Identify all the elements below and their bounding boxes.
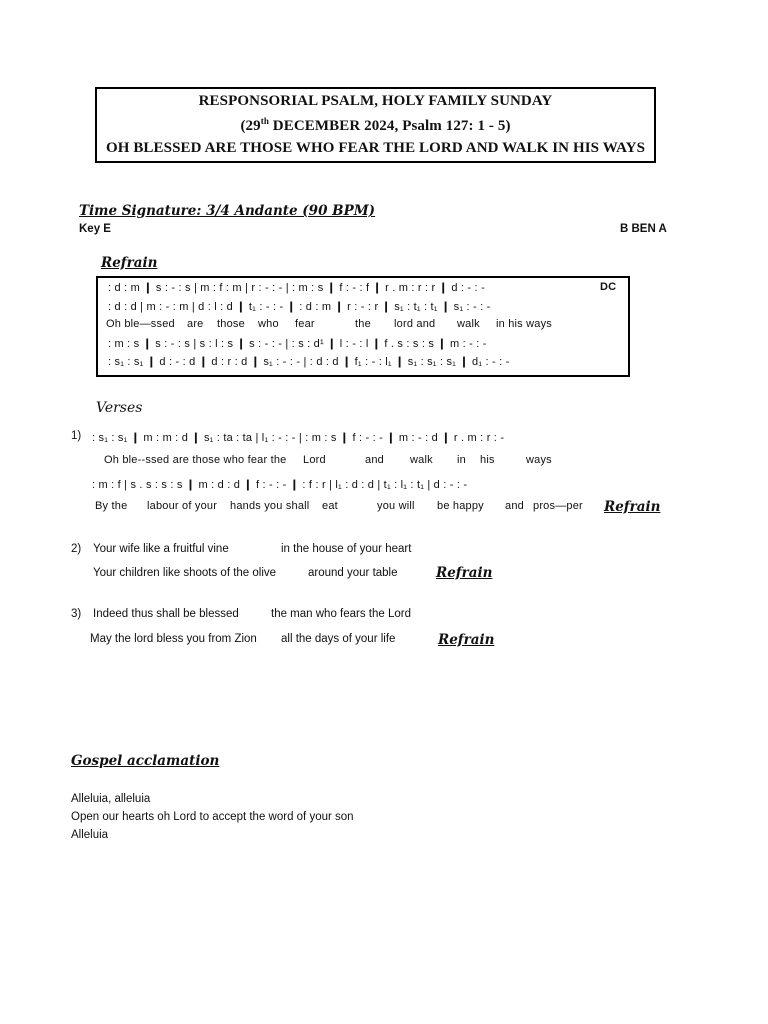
verse-1-lyric: hands you shall [230,500,310,512]
verse-2-number: 2) [71,543,82,555]
verse-1-lyric: in [457,454,466,466]
verse-1-lyric: labour of your [147,500,218,512]
verse-2-refrain-cue: Refrain [436,565,493,581]
composer-name: B BEN A [620,223,667,235]
verse-1-number: 1) [71,430,82,442]
verse-3-line-1a: Indeed thus shall be blessed [93,608,239,620]
verse-1-refrain-cue: Refrain [604,499,661,515]
verse-3-line-1b: the man who fears the Lord [271,608,411,620]
psalm-response-title: OH BLESSED ARE THOSE WHO FEAR THE LORD AND WALK IN HIS WAYS [105,140,646,156]
key-signature: Key E [79,223,111,235]
verse-2-line-2a: Your children like shoots of the olive [93,567,277,579]
refrain-lyric: lord and [394,318,436,330]
refrain-notation-line-3: : m : s ❙ s : - : s | s : l : s ❙ s : - : - | : s : d¹ ❙ l : - : l ❙ f . s : s : s ❙ m : - : - [108,338,487,350]
refrain-lyric: walk [457,318,480,330]
refrain-notation-line-1: : d : m ❙ s : - : s | m : f : m | r : - : - | : m : s ❙ f : - : f ❙ r . m : r : r ❙ d : - : - [108,282,485,294]
verse-1-notation-1: : s₁ : s₁ ❙ m : m : d ❙ s₁ : ta : ta | l₁ : - : - | : m : s ❙ f : - : - ❙ m : - : d ❙ r . m : r : - [92,432,505,444]
refrain-heading: Refrain [101,255,158,271]
verse-3-number: 3) [71,608,82,620]
verses-heading: Verses [96,400,143,416]
title-box [95,87,656,163]
verse-2-line-2b: around your table [308,567,398,579]
gospel-line: Alleluia [71,829,109,841]
gospel-line: Alleluia, alleluia [71,793,151,805]
verse-1-lyric: you will [377,500,415,512]
gospel-acclamation-heading: Gospel acclamation [71,753,220,769]
refrain-lyric: the [355,318,371,330]
gospel-line: Open our hearts oh Lord to accept the word of your son [71,811,354,823]
refrain-notation-line-4: : s₁ : s₁ ❙ d : - : d ❙ d : r : d ❙ s₁ : - : - | : d : d ❙ f₁ : - : l₁ ❙ s₁ : s₁ : s₁ ❙ d₁ : - : - [108,356,510,368]
verse-2-line-1b: in the house of your heart [281,543,412,555]
verse-1-lyric: be happy [437,500,484,512]
refrain-lyric: Oh ble—ssed [106,318,175,330]
verse-1-lyric: eat [322,500,338,512]
verse-1-lyric: walk [410,454,433,466]
verse-1-lyric: Oh ble--ssed are those who fear the [104,454,287,466]
refrain-lyric: fear [295,318,315,330]
verse-1-lyric: and [365,454,384,466]
psalm-title: RESPONSORIAL PSALM, HOLY FAMILY SUNDAY [198,93,553,109]
refrain-notation-line-2: : d : d | m : - : m | d : l : d ❙ t₁ : - : - ❙ : d : m ❙ r : - : r ❙ s₁ : t₁ : t₁ ❙ s₁ : - : - [108,301,491,313]
verse-1-lyric: ways [526,454,552,466]
psalm-date-reference: (29th DECEMBER 2024, Psalm 127: 1 - 5) [240,116,511,134]
verse-3-refrain-cue: Refrain [438,632,495,648]
verse-1-lyric: By the [95,500,128,512]
verse-1-lyric: Lord [303,454,326,466]
refrain-lyric: who [258,318,279,330]
verse-1-lyric: and [505,500,524,512]
verse-2-line-1a: Your wife like a fruitful vine [93,543,229,555]
time-signature: Time Signature: 3/4 Andante (90 BPM) [79,203,376,219]
verse-1-lyric: his [480,454,495,466]
refrain-box [96,276,630,377]
verse-1-notation-2: : m : f | s . s : s : s ❙ m : d : d ❙ f : - : - ❙ : f : r | l₁ : d : d | t₁ : l₁ : t₁ | d : - : - [92,479,468,491]
verse-3-line-2a: May the lord bless you from Zion [90,633,257,645]
dc-marking: DC [600,281,617,293]
refrain-lyric: in his ways [496,318,552,330]
verse-1-lyric: pros—per [533,500,583,512]
verse-3-line-2b: all the days of your life [281,633,396,645]
refrain-lyric: those [217,318,245,330]
refrain-lyric: are [187,318,204,330]
